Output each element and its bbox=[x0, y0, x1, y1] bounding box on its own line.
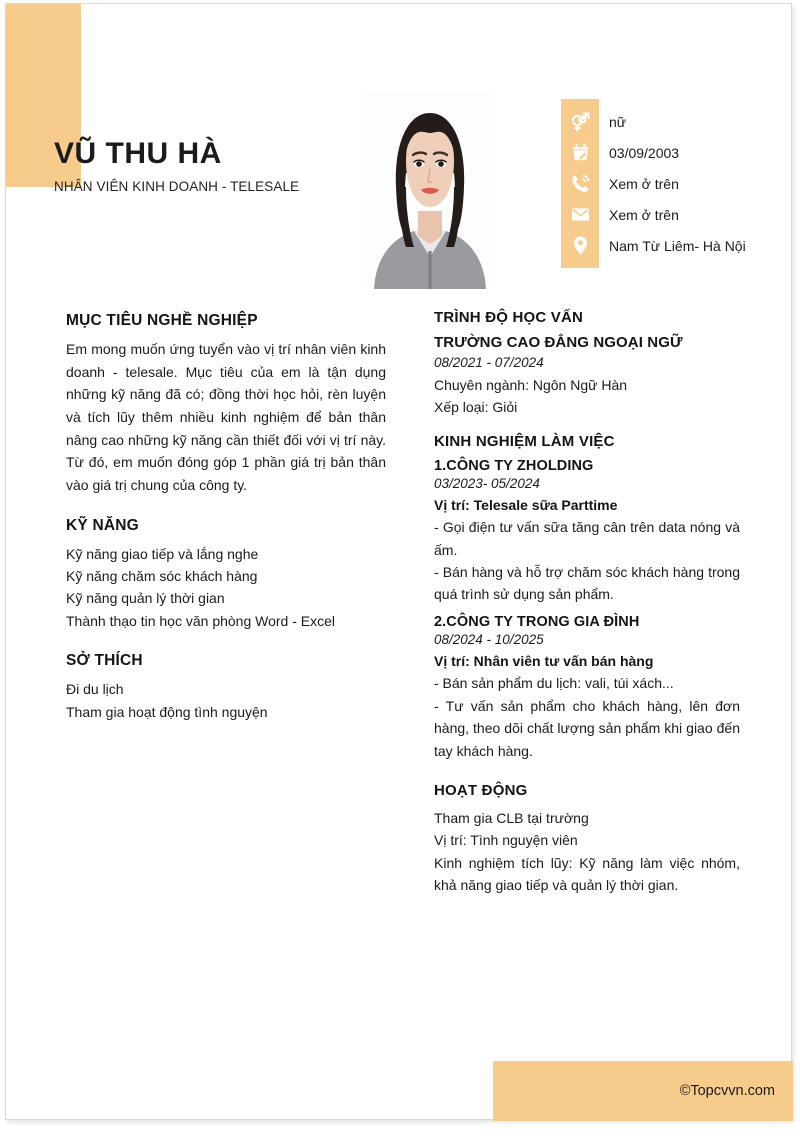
section-experience bbox=[434, 433, 740, 762]
job-company: 2.CÔNG TY TRONG GIA ĐÌNH bbox=[434, 613, 640, 630]
hobby-item: Tham gia hoạt động tình nguyện bbox=[66, 703, 268, 720]
education-school: TRƯỜNG CAO ĐẲNG NGOẠI NGỮ bbox=[434, 334, 683, 351]
job-duty: - Gọi điện tư vấn sữa tăng cân trên data nóng và ấm. bbox=[434, 519, 740, 558]
section-objective bbox=[66, 312, 386, 497]
left-column bbox=[66, 312, 386, 723]
spacer bbox=[66, 632, 386, 652]
spacer bbox=[434, 606, 740, 614]
activities-title: HOẠT ĐỘNG bbox=[434, 782, 528, 800]
gender-icon bbox=[561, 106, 599, 137]
education-period: 08/2021 - 07/2024 bbox=[434, 355, 544, 370]
portrait-photo-graphic bbox=[366, 91, 494, 289]
job-duty: - Bán hàng và hỗ trợ chăm sóc khách hàng trong quá trình sử dụng sản phẩm. bbox=[434, 564, 740, 603]
section-activities bbox=[434, 782, 740, 897]
job-period: 08/2024 - 10/2025 bbox=[434, 631, 544, 647]
location-pin-icon bbox=[561, 230, 599, 261]
contact-value-email: Xem ở trên bbox=[609, 206, 679, 223]
contact-value-gender: nữ bbox=[609, 113, 627, 130]
watermark-text: ©Topcvvn.com bbox=[679, 1083, 775, 1099]
education-grade: Xếp loại: Giỏi bbox=[434, 399, 518, 416]
activity-line: Vị trí: Tình nguyện viên bbox=[434, 832, 578, 849]
job-duty: - Bán sản phẩm du lịch: vali, túi xách... bbox=[434, 675, 674, 692]
experience-job bbox=[434, 458, 740, 606]
section-hobbies bbox=[66, 652, 386, 723]
hobby-item: Đi du lịch bbox=[66, 681, 124, 698]
skill-item: Kỹ năng giao tiếp và lắng nghe bbox=[66, 545, 259, 562]
spacer bbox=[434, 762, 740, 782]
activity-line: Kinh nghiệm tích lũy: Kỹ năng làm việc nhóm, khả năng giao tiếp và quản lý thời gian. bbox=[434, 854, 740, 894]
objective-title: MỤC TIÊU NGHỀ NGHIỆP bbox=[66, 312, 258, 329]
activity-line: Tham gia CLB tại trường bbox=[434, 810, 589, 827]
cv-page bbox=[5, 3, 792, 1120]
phone-icon bbox=[561, 168, 599, 199]
objective-body: Em mong muốn ứng tuyển vào vị trí nhân viên kinh doanh - telesale. Mục tiêu của em là tận dụng những kỹ năng đã có; đồng thời học hỏi, rèn luyện và tích lũy thêm nhiều kinh nghiệm để bản thân nâng cao những kỹ năng cần thiết đối với vị trí này. Từ đó, em muốn đóng góp 1 phần giá trị bản thân vào giá trị chung của công ty. bbox=[66, 341, 386, 494]
footer-accent-bar bbox=[493, 1061, 793, 1121]
section-skills bbox=[66, 517, 386, 633]
job-period: 03/2023- 05/2024 bbox=[434, 475, 540, 491]
candidate-name: VŨ THU HÀ bbox=[54, 137, 222, 170]
hobbies-title: SỞ THÍCH bbox=[66, 652, 143, 670]
skill-item: Kỹ năng quản lý thời gian bbox=[66, 590, 225, 607]
candidate-job-title: NHÂN VIÊN KINH DOANH - TELESALE bbox=[54, 178, 300, 194]
contact-value-phone: Xem ở trên bbox=[609, 175, 679, 192]
calendar-icon bbox=[561, 137, 599, 168]
contact-value-address: Nam Từ Liêm- Hà Nội bbox=[609, 237, 746, 254]
skill-item: Kỹ năng chăm sóc khách hàng bbox=[66, 568, 258, 585]
education-major: Chuyên ngành: Ngôn Ngữ Hàn bbox=[434, 376, 628, 393]
section-education bbox=[434, 309, 740, 419]
right-column bbox=[434, 309, 740, 897]
skill-item: Thành thạo tin học văn phòng Word - Excel bbox=[66, 612, 336, 629]
contact-block bbox=[561, 99, 746, 268]
job-company: 1.CÔNG TY ZHOLDING bbox=[434, 457, 594, 474]
email-icon bbox=[561, 199, 599, 230]
experience-job bbox=[434, 614, 740, 762]
education-title: TRÌNH ĐỘ HỌC VẤN bbox=[434, 309, 584, 326]
job-position: Vị trí: Telesale sữa Parttime bbox=[434, 496, 618, 513]
spacer bbox=[66, 497, 386, 517]
skills-title: KỸ NĂNG bbox=[66, 516, 139, 534]
experience-title: KINH NGHIỆM LÀM VIỆC bbox=[434, 432, 615, 450]
job-duty: - Tư vấn sản phẩm cho khách hàng, lên đơn hàng, theo dõi chất lượng sản phẩm khi giao đến tay khách hàng. bbox=[434, 697, 740, 759]
contact-values bbox=[599, 99, 746, 268]
spacer bbox=[434, 419, 740, 433]
portrait-photo bbox=[366, 91, 494, 289]
name-block bbox=[54, 137, 384, 194]
job-position: Vị trí: Nhân viên tư vấn bán hàng bbox=[434, 652, 654, 669]
contact-icon-strip bbox=[561, 99, 599, 268]
contact-value-birthdate: 03/09/2003 bbox=[609, 144, 680, 161]
